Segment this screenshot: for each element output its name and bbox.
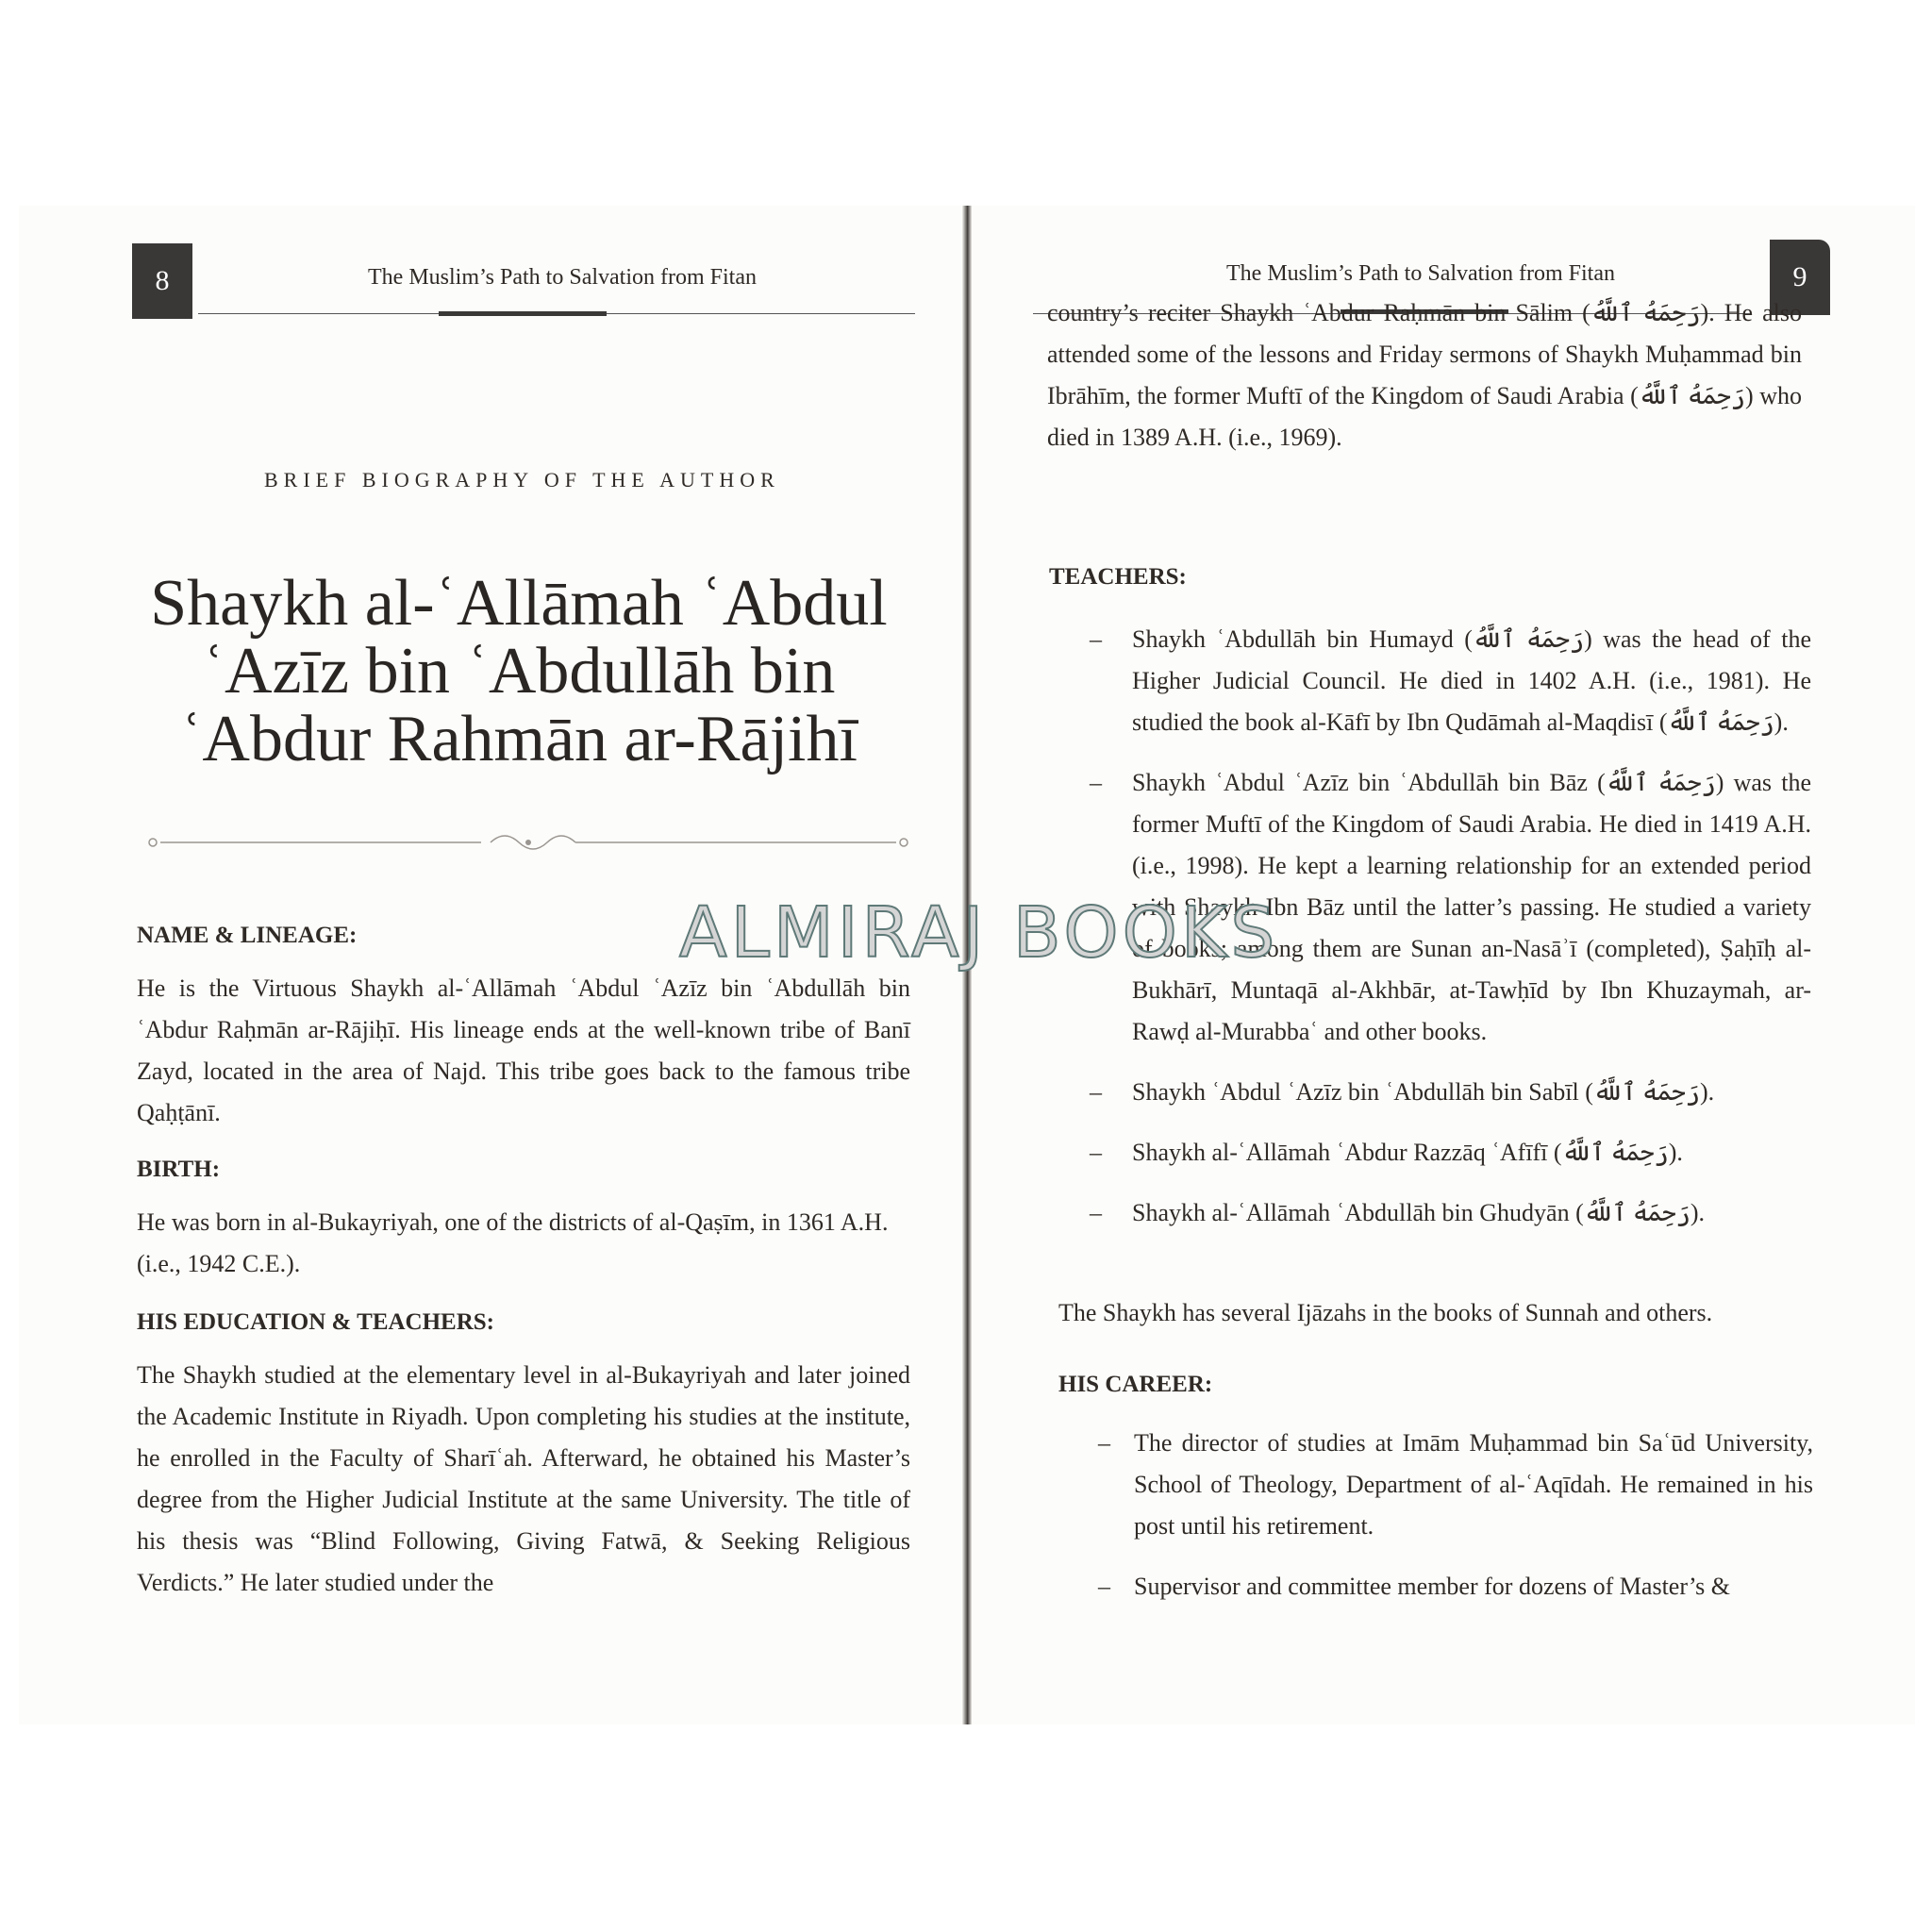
career-entry: Supervisor and committee member for dozens of Master’s &	[1134, 1573, 1731, 1600]
list-item	[1047, 619, 1811, 743]
teacher-entry: Shaykh ʿAbdullāh bin Humayd (رَحِمَهُ ٱللَّهُ) was the head of the Higher Judicial Council. He died in 1402 A.H. (i.e., 1981). He studied the book al-Kāfī by Ibn Qudāmah al-Maqdisī (رَحِمَهُ ٱللَّهُ).	[1132, 625, 1811, 736]
list-item	[1047, 1132, 1811, 1174]
birth-text: He was born in al-Bukayriyah, one of the districts of al-Qaṣīm, in 1361 A.H. (i.e., 1942 C.E.).	[137, 1208, 889, 1277]
list-item	[1047, 1072, 1811, 1113]
career-list	[1058, 1423, 1813, 1607]
education-heading: HIS EDUCATION & TEACHERS:	[137, 1309, 495, 1335]
list-item	[1058, 1423, 1813, 1547]
name-lineage-heading: NAME & LINEAGE:	[137, 923, 358, 948]
education-text: The Shaykh studied at the elementary level in al-Bukayriyah and later joined the Academic Institute in Riyadh. Upon completing his studies at the institute, he enrolled in the Faculty of Sharīʿah. Afterward, he obtained his Master’s degree from the Higher Judicial Institute at the same University. The title of his thesis was “Blind Following, Giving Fatwā, & Seeking Religious Verdicts.” He later studied under the	[137, 1361, 910, 1596]
watermark: ALMIRAJ BOOKS	[679, 892, 1279, 974]
ijazah-paragraph: The Shaykh has several Ijāzahs in the books of Sunnah and others.	[1058, 1299, 1713, 1326]
list-marker: –	[1090, 1078, 1102, 1106]
teacher-entry: Shaykh al-ʿAllāmah ʿAbdur Razzāq ʿAfīfī (رَحِمَهُ ٱللَّهُ).	[1132, 1139, 1683, 1166]
career-entry: The director of studies at Imām Muḥammad bin Saʿūd University, School of Theology, Department of al-ʿAqīdah. He remained in his post until his retirement.	[1134, 1429, 1813, 1540]
birth-heading: BIRTH:	[137, 1157, 221, 1182]
teacher-entry: Shaykh ʿAbdul ʿAzīz bin ʿAbdullāh bin Sabīl (رَحِمَهُ ٱللَّهُ).	[1132, 1078, 1715, 1106]
chapter-title: Shaykh al-ʿAllāmah ʿAbdul ʿAzīz bin ʿAbdullāh bin ʿAbdur Rahmān ar-Rājihī	[150, 567, 888, 775]
page-number: 9	[1770, 240, 1830, 315]
teacher-entry: Shaykh ʿAbdul ʿAzīz bin ʿAbdullāh bin Bāz (رَحِمَهُ ٱللَّهُ) was the former Muftī of the Kingdom of Saudi Arabia. He died in 1419 A.H. (i.e., 1998). He kept a learning relationship for an extended period with Shaykh Ibn Bāz until the latter’s passing. He studied a variety of books; among them are Sunan an-Nasāʾī (completed), Ṣaḥīḥ al-Bukhārī, Muntaqā al-Akhbār, at-Tawḥīd by Ibn Khuzaymah, ar-Rawḍ al-Murabbaʿ and other books.	[1132, 769, 1812, 1045]
career-heading: HIS CAREER:	[1058, 1372, 1213, 1397]
list-marker: –	[1090, 1139, 1102, 1166]
section-label: BRIEF BIOGRAPHY OF THE AUTHOR	[264, 468, 780, 491]
list-item	[1047, 1192, 1811, 1234]
list-marker: –	[1090, 1199, 1102, 1226]
running-title: The Muslim’s Path to Salvation from Fitan	[368, 265, 757, 290]
name-lineage-text: He is the Virtuous Shaykh al-ʿAllāmah ʿAbdul ʿAzīz bin ʿAbdullāh bin ʿAbdur Raḥmān ar-Rājiḥī. His lineage ends at the well-known tribe of Banī Zayd, located in the area of Najd. This tribe goes back to the famous tribe Qaḥṭānī.	[137, 974, 910, 1126]
list-marker: –	[1090, 625, 1102, 653]
list-marker: –	[1090, 769, 1102, 796]
running-title: The Muslim’s Path to Salvation from Fitan	[1226, 261, 1615, 286]
list-marker: –	[1098, 1429, 1110, 1457]
header-rule-accent	[439, 311, 607, 316]
list-marker: –	[1098, 1573, 1110, 1600]
list-item	[1058, 1566, 1813, 1607]
teachers-heading: TEACHERS:	[1049, 564, 1187, 590]
teacher-entry: Shaykh al-ʿAllāmah ʿAbdullāh bin Ghudyān (رَحِمَهُ ٱللَّهُ).	[1132, 1199, 1706, 1226]
intro-paragraph: country’s reciter Shaykh ʿAbdur Raḥmān bin Sālim (رَحِمَهُ ٱللَّهُ). He also attended some of the lessons and Friday sermons of Shaykh Muḥammad bin Ibrāhīm, the former Muftī of the Kingdom of Saudi Arabia (رَحِمَهُ ٱللَّهُ) who died in 1389 A.H. (i.e., 1969).	[1047, 299, 1802, 451]
ornament-divider	[142, 828, 915, 857]
page-number: 8	[132, 243, 192, 319]
